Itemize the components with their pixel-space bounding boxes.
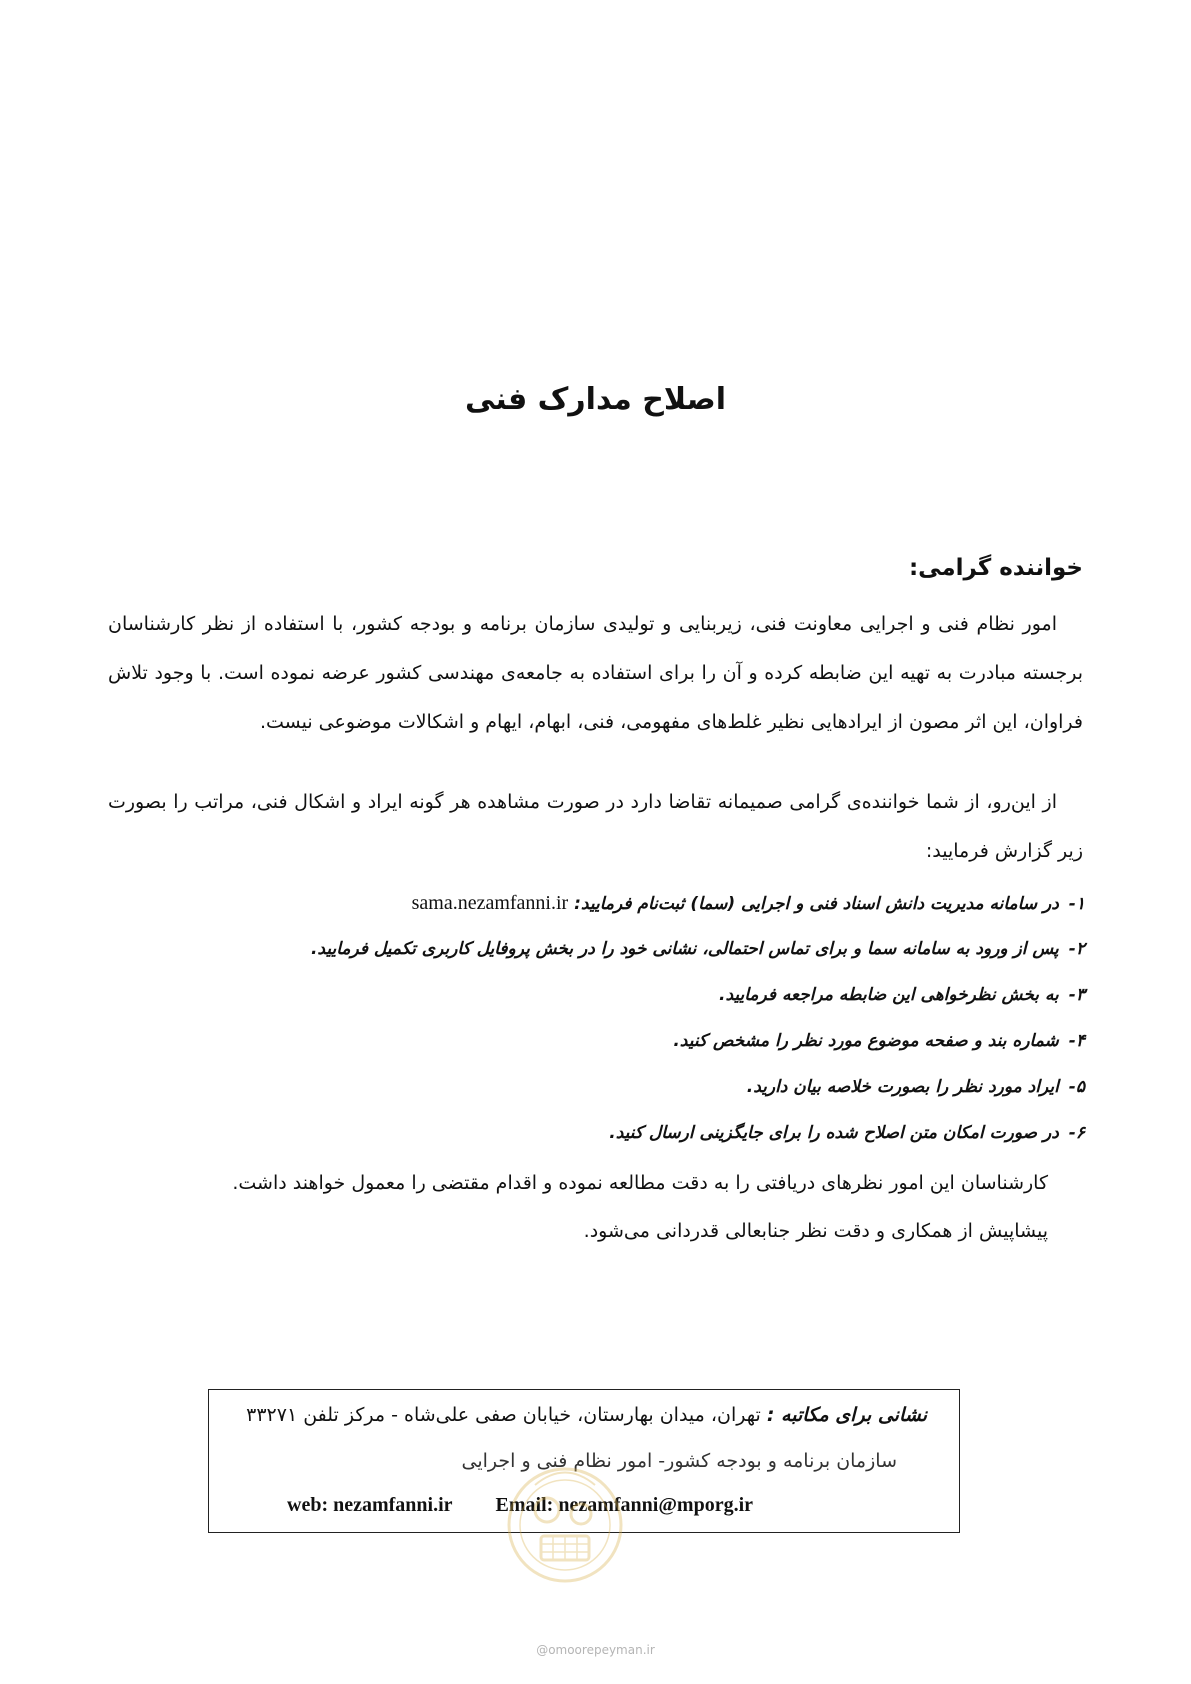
address-text: تهران، میدان بهارستان، خیابان صفی علی‌شاه - مرکز تلفن ۳۳۲۷۱ [246,1404,761,1426]
address-label: نشانی برای مکاتبه : [766,1404,927,1426]
step-number: ۶- [1068,1123,1085,1143]
list-item [105,1072,1085,1118]
thanks-line: پیشاپیش از همکاری و دقت نظر جنابعالی قدردانی می‌شود. [583,1220,1048,1242]
steps-list [105,888,1085,1164]
step-text: پس از ورود به سامانه سما و برای تماس احتمالی، نشانی خود را در بخش پروفایل کاربری تکمیل فرمایید. [310,939,1059,959]
step-text: در صورت امکان متن اصلاح شده را برای جایگزینی ارسال کنید. [609,1123,1059,1143]
step-number: ۳- [1068,985,1085,1005]
closing-line: کارشناسان این امور نظرهای دریافتی را به دقت مطالعه نموده و اقدام مقتضی را معمول خواهند داشت. [232,1172,1048,1194]
list-item [105,888,1085,934]
step-text: شماره بند و صفحه موضوع مورد نظر را مشخص کنید. [673,1031,1059,1051]
list-item [105,934,1085,980]
step-text: در سامانه مدیریت دانش اسناد فنی و اجرایی (سما) ثبت‌نام فرمایید: [574,894,1059,914]
step-text: به بخش نظرخواهی این ضابطه مراجعه فرمایید. [718,985,1059,1005]
step-number: ۴- [1068,1031,1085,1051]
seal-watermark-icon [505,1440,625,1610]
step-text: ایراد مورد نظر را بصورت خلاصه بیان دارید. [746,1077,1059,1097]
step-number: ۱- [1068,894,1085,914]
step-number: ۲- [1068,939,1085,959]
mailing-address [246,1404,927,1426]
email-link[interactable]: Email: nezamfanni@mporg.ir [495,1494,754,1516]
watermark-credit: @omoorepeyman.ir [536,1643,655,1657]
page-title: اصلاح مدارک فنی [465,382,726,417]
list-item [105,980,1085,1026]
list-item [105,1026,1085,1072]
sama-website-link[interactable]: sama.nezamfanni.ir [411,892,569,914]
greeting-heading: خواننده گرامی: [908,555,1083,581]
list-item [105,1118,1085,1164]
intro-paragraph: امور نظام فنی و اجرایی معاونت فنی، زیربنایی و تولیدی سازمان برنامه و بودجه کشور، با استفاده از نظر کارشناسان برجسته مبادرت به تهیه این ضابطه کرده و آن را برای استفاده به جامعه‌ی مهندسی کشور عرضه نموده است. با وجود تلاش فراوان، این اثر مصون از ایرادهایی نظیر غلط‌های مفهومی، فنی، ابهام، ایهام و اشکالات موضوعی نیست. [108,613,1083,733]
step-number: ۵- [1068,1077,1085,1097]
organization-name: سازمان برنامه و بودجه کشور- امور نظام فنی و اجرایی [461,1450,897,1472]
request-paragraph: از این‌رو، از شما خواننده‌ی گرامی صمیمانه تقاضا دارد در صورت مشاهده هر گونه ایراد و اشکال فنی، مراتب را بصورت زیر گزارش فرمایید: [108,791,1083,862]
web-link[interactable]: web: nezamfanni.ir [287,1494,453,1516]
